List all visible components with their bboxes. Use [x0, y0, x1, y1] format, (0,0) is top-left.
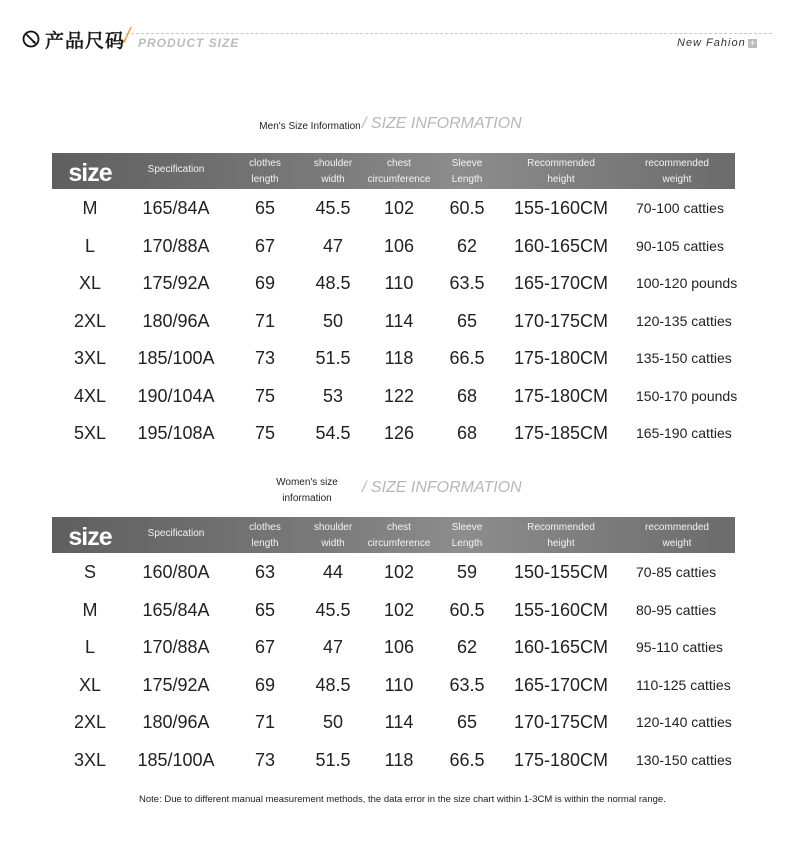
- men-header-col-1-line1: Specification: [147, 164, 205, 175]
- table-cell: 63: [254, 562, 276, 582]
- table-cell: 65: [456, 712, 478, 732]
- table-cell: M: [82, 599, 98, 620]
- table-cell: 180/96A: [142, 310, 210, 331]
- women-header-col-6: [527, 520, 595, 552]
- table-cell: 175/92A: [142, 273, 210, 293]
- table-cell: 68: [456, 385, 478, 406]
- women-header-col-4-line2: circumference: [367, 538, 431, 549]
- table-cell: 63.5: [449, 273, 485, 293]
- table-cell: 66.5: [449, 348, 485, 368]
- table-cell: 114: [384, 310, 414, 331]
- women-header-col-1: [148, 526, 205, 542]
- table-cell: 175-180CM: [513, 385, 609, 406]
- table-cell: 75: [254, 423, 276, 443]
- table-row: [52, 592, 735, 628]
- women-header-col-1-line1: Specification: [147, 528, 205, 539]
- table-cell: 160-165CM: [513, 235, 609, 256]
- women-label-line2: information: [282, 493, 332, 504]
- table-cell: 60.5: [449, 599, 485, 620]
- table-cell: 110: [384, 674, 414, 695]
- table-cell: 160/80A: [142, 562, 210, 582]
- men-section-label: Men's Size Information: [259, 121, 361, 132]
- table-cell: 75: [254, 385, 276, 406]
- table-cell: 170-175CM: [513, 712, 609, 732]
- table-cell: M: [82, 198, 98, 218]
- table-cell: 90-105 catties: [636, 237, 724, 254]
- table-cell: 130-150 catties: [636, 751, 732, 768]
- women-section-label: [268, 475, 346, 507]
- table-cell: 71: [254, 712, 276, 732]
- table-cell: 2XL: [73, 712, 107, 732]
- men-header-col-7: [645, 156, 709, 188]
- page-title-en: PRODUCT SIZE: [138, 36, 240, 50]
- table-row: [52, 742, 735, 778]
- table-row: [52, 340, 735, 376]
- table-cell: 106: [383, 637, 415, 657]
- table-cell: 5XL: [73, 423, 107, 443]
- women-header-col-3: [314, 520, 352, 552]
- men-header-col-7-line1: recommended: [645, 158, 709, 169]
- men-header-col-2: [249, 156, 281, 188]
- table-row: [52, 228, 735, 264]
- table-cell: 102: [383, 562, 415, 582]
- table-cell: 3XL: [73, 749, 107, 770]
- table-row: [52, 265, 738, 301]
- table-cell: 71: [254, 310, 276, 331]
- brand-label: New Fahion: [677, 37, 746, 49]
- table-cell: 50: [322, 310, 344, 331]
- women-table-header: [52, 517, 735, 553]
- men-header-col-4: [368, 156, 431, 188]
- women-header-col-4-line1: chest: [387, 522, 411, 533]
- table-cell: 150-170 pounds: [636, 387, 738, 404]
- women-header-col-7-line1: recommended: [645, 522, 709, 533]
- table-cell: 48.5: [315, 674, 351, 695]
- table-cell: 165/84A: [142, 599, 210, 620]
- page-title-cn: 产品尺码: [45, 31, 126, 52]
- table-cell: 165-190 catties: [636, 425, 732, 441]
- men-header-col-4-line1: chest: [387, 158, 411, 169]
- table-cell: 106: [383, 235, 415, 256]
- men-table-header: [52, 153, 735, 189]
- table-cell: L: [84, 235, 96, 256]
- men-header-col-4-line2: circumference: [367, 174, 431, 185]
- table-cell: 53: [322, 385, 344, 406]
- table-cell: 59: [456, 562, 478, 582]
- men-header-col-5-line2: Length: [451, 174, 483, 185]
- table-cell: 190/104A: [137, 385, 215, 406]
- table-cell: 175-180CM: [513, 348, 609, 368]
- table-cell: 114: [384, 712, 414, 732]
- table-cell: 165/84A: [142, 198, 210, 218]
- table-cell: 70-85 catties: [636, 564, 717, 580]
- women-header-col-2: [249, 520, 281, 552]
- women-header-col-0: [68, 523, 111, 551]
- table-cell: 80-95 catties: [636, 601, 717, 618]
- table-cell: 60.5: [449, 198, 485, 218]
- table-cell: 73: [254, 749, 276, 770]
- table-cell: 150-155CM: [513, 562, 609, 582]
- women-header-col-7-line2: weight: [662, 538, 692, 549]
- table-cell: 185/100A: [137, 348, 215, 368]
- table-cell: 126: [383, 423, 415, 443]
- men-header-col-6-line1: Recommended: [527, 158, 595, 169]
- table-cell: 155-160CM: [513, 599, 609, 620]
- table-cell: 155-160CM: [513, 198, 609, 218]
- table-cell: 47: [322, 235, 344, 256]
- table-cell: 170/88A: [142, 235, 210, 256]
- men-size-information-heading: / SIZE INFORMATION: [362, 115, 522, 132]
- table-cell: 122: [383, 385, 415, 406]
- table-cell: L: [84, 637, 96, 657]
- table-cell: 73: [254, 348, 276, 368]
- table-cell: 50: [322, 712, 344, 732]
- table-cell: 3XL: [73, 348, 107, 368]
- table-cell: S: [83, 562, 97, 582]
- table-cell: XL: [78, 273, 102, 293]
- men-header-col-7-line2: weight: [662, 174, 692, 185]
- table-cell: 69: [254, 273, 276, 293]
- men-header-col-6: [527, 156, 595, 188]
- men-header-col-1: [148, 162, 205, 178]
- table-cell: 69: [254, 674, 276, 695]
- women-header-col-2-line2: length: [251, 538, 279, 549]
- men-header-col-2-line2: length: [251, 174, 279, 185]
- women-header-col-4: [368, 520, 431, 552]
- men-header-col-3-line1: shoulder: [313, 158, 353, 169]
- title-divider: [126, 33, 772, 34]
- men-header-col-3-line2: width: [321, 174, 345, 185]
- men-header-col-5: [452, 156, 483, 188]
- table-cell: 110: [384, 273, 414, 293]
- table-cell: 100-120 pounds: [636, 275, 738, 291]
- table-cell: 67: [254, 235, 276, 256]
- table-cell: 51.5: [315, 749, 351, 770]
- table-cell: 120-140 catties: [636, 714, 732, 730]
- table-cell: XL: [78, 674, 102, 695]
- table-cell: 45.5: [315, 599, 351, 620]
- table-cell: 165-170CM: [513, 674, 609, 695]
- table-row: [52, 190, 735, 226]
- table-cell: 165-170CM: [513, 273, 609, 293]
- women-header-col-5-line2: Length: [451, 538, 483, 549]
- table-cell: 118: [384, 749, 414, 770]
- table-cell: 65: [456, 310, 478, 331]
- title-slash: /: [124, 23, 131, 48]
- table-cell: 170-175CM: [513, 310, 609, 331]
- table-cell: 102: [383, 599, 415, 620]
- women-size-information-heading: / SIZE INFORMATION: [362, 479, 522, 496]
- table-cell: 47: [322, 637, 344, 657]
- table-row: [52, 554, 735, 590]
- table-cell: 63.5: [449, 674, 485, 695]
- measurement-note: Note: Due to different manual measurement methods, the data error in the size chart within 1-3CM is within the normal range.: [139, 794, 666, 805]
- women-header-col-5: [452, 520, 483, 552]
- table-cell: 67: [254, 637, 276, 657]
- table-cell: 175/92A: [142, 674, 210, 695]
- table-row: [52, 415, 735, 451]
- women-label-line1: Women's size: [276, 477, 338, 488]
- table-cell: 51.5: [315, 348, 351, 368]
- women-header-col-2-line1: clothes: [249, 522, 281, 533]
- table-cell: 110-125 catties: [636, 676, 731, 693]
- table-cell: 118: [384, 348, 414, 368]
- table-row: [52, 667, 735, 703]
- table-cell: 170/88A: [142, 637, 210, 657]
- women-header-col-6-line2: height: [547, 538, 575, 549]
- table-cell: 180/96A: [142, 712, 210, 732]
- table-cell: 185/100A: [137, 749, 215, 770]
- table-cell: 135-150 catties: [636, 350, 732, 366]
- table-cell: 48.5: [315, 273, 351, 293]
- men-header-col-0: [68, 159, 111, 187]
- table-cell: 66.5: [449, 749, 485, 770]
- table-cell: 62: [456, 235, 478, 256]
- table-cell: 2XL: [73, 310, 107, 331]
- women-header-col-5-line1: Sleeve: [451, 522, 483, 533]
- men-header-col-2-line1: clothes: [249, 158, 281, 169]
- table-cell: 62: [456, 637, 478, 657]
- table-cell: 65: [254, 198, 276, 218]
- table-cell: 70-100 catties: [636, 200, 724, 216]
- table-row: [52, 378, 738, 414]
- table-cell: 195/108A: [137, 423, 215, 443]
- women-header-col-0-line1: size: [68, 523, 112, 551]
- plus-icon: +: [749, 38, 756, 48]
- table-cell: 175-180CM: [513, 749, 609, 770]
- table-cell: 175-185CM: [513, 423, 609, 443]
- men-header-col-3: [314, 156, 352, 188]
- women-header-col-7: [645, 520, 709, 552]
- table-cell: 160-165CM: [513, 637, 609, 657]
- table-cell: 45.5: [315, 198, 351, 218]
- table-row: [52, 704, 735, 740]
- table-row: [52, 303, 735, 339]
- table-cell: 4XL: [73, 385, 107, 406]
- table-cell: 102: [383, 198, 415, 218]
- women-header-col-3-line1: shoulder: [313, 522, 353, 533]
- men-header-col-0-line1: size: [68, 159, 112, 187]
- table-cell: 68: [456, 423, 478, 443]
- table-cell: 54.5: [315, 423, 351, 443]
- table-cell: 120-135 catties: [636, 312, 732, 329]
- table-cell: 65: [254, 599, 276, 620]
- table-cell: 95-110 catties: [636, 639, 723, 655]
- women-header-col-6-line1: Recommended: [527, 522, 595, 533]
- men-header-col-6-line2: height: [547, 174, 575, 185]
- table-cell: 44: [322, 562, 344, 582]
- women-header-col-3-line2: width: [321, 538, 345, 549]
- men-header-col-5-line1: Sleeve: [451, 158, 483, 169]
- table-row: [52, 629, 735, 665]
- no-entry-icon: [22, 30, 40, 48]
